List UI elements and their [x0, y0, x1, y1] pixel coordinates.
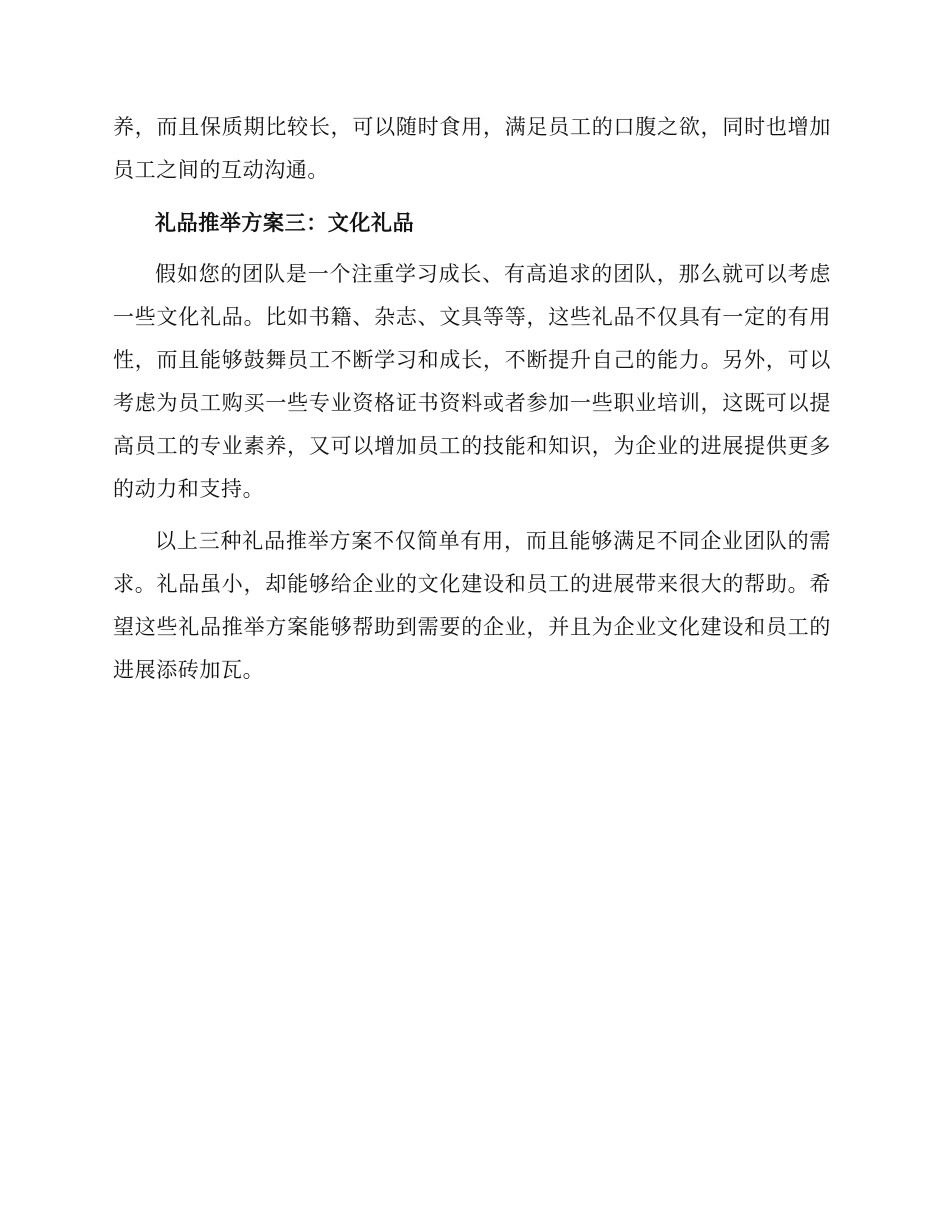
document-page [113, 106, 831, 692]
section-heading: 礼品推举方案三：文化礼品 [155, 210, 415, 235]
paragraph-culture-gifts: 假如您的团队是一个注重学习成长、有高追求的团队，那么就可以考虑一些文化礼品。比如书籍、杂志、文具等等，这些礼品不仅具有一定的有用性，而且能够鼓舞员工不断学习和成长，不断提升自己的能力。另外，可以考虑为员工购买一些专业资格证书资料或者参加一些职业培训，这既可以提高员工的专业素养，又可以增加员工的技能和知识，为企业的进展提供更多的动力和支持。 [113, 262, 831, 501]
paragraph-conclusion: 以上三种礼品推举方案不仅简单有用，而且能够满足不同企业团队的需求。礼品虽小，却能够给企业的文化建设和员工的进展带来很大的帮助。希望这些礼品推举方案能够帮助到需要的企业，并且为企业文化建设和员工的进展添砖加瓦。 [113, 529, 831, 682]
paragraph-continuation: 养，而且保质期比较长，可以随时食用，满足员工的口腹之欲，同时也增加员工之间的互动沟通。 [113, 115, 831, 182]
